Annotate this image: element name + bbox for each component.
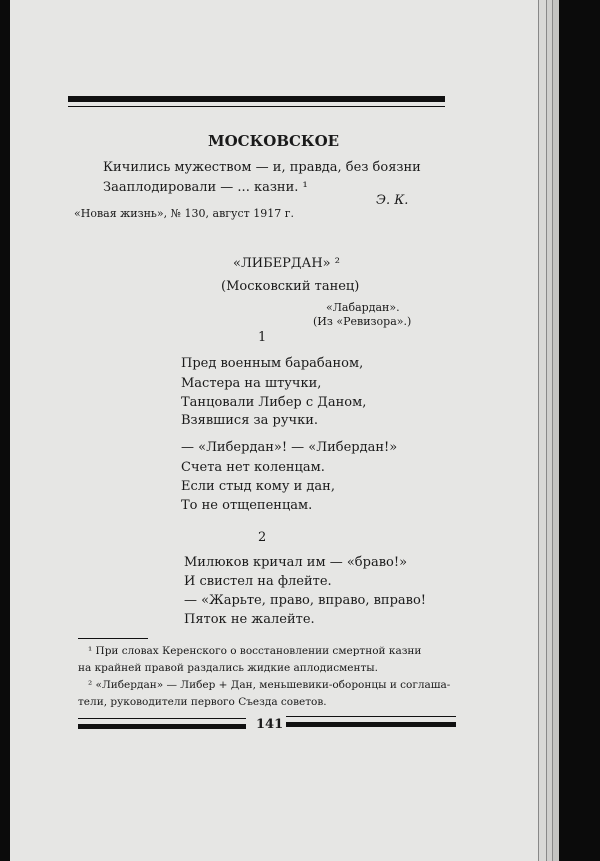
- signature: Э. К.: [376, 193, 409, 208]
- poem-line: Милюков кричал им — «браво!»: [184, 555, 408, 570]
- bottom-rule-thick: [286, 722, 456, 727]
- top-rule-thin: [68, 106, 445, 107]
- bottom-rule-thick: [78, 724, 246, 729]
- poem-subtitle: (Московский танец): [221, 279, 360, 294]
- section-number: 1: [258, 330, 267, 345]
- bottom-rule-thin: [78, 718, 246, 719]
- poem-line: Мастера на штучки,: [181, 376, 322, 391]
- page-edge: [552, 0, 559, 861]
- poem-line: Счета нет коленцам.: [181, 460, 325, 475]
- footnote-rule: [78, 638, 148, 639]
- poem-line: Взявшися за ручки.: [181, 413, 318, 428]
- poem-line: — «Жарьте, право, вправо, вправо!: [184, 593, 427, 608]
- poem-line: — «Либердан»! — «Либердан!»: [181, 440, 398, 455]
- poem-title: МОСКОВСКОЕ: [208, 132, 340, 150]
- poem-line: Пяток не жалейте.: [184, 612, 315, 627]
- bottom-rule-thin: [286, 716, 456, 717]
- footnote: ¹ При словах Керенского о восстановлении смертной казни: [88, 645, 422, 657]
- source-citation: «Новая жизнь», № 130, август 1917 г.: [74, 207, 294, 220]
- poem-line: Кичились мужеством — и, правда, без боязни: [103, 160, 421, 175]
- epigraph: «Лабардан».: [326, 301, 400, 314]
- poem-line: Зааплодировали — ... казни. ¹: [103, 180, 308, 195]
- poem-title: «ЛИБЕРДАН» ²: [233, 256, 340, 271]
- footnote: на крайней правой раздались жидкие аплодисменты.: [78, 662, 378, 674]
- page-number: 141: [256, 717, 284, 732]
- section-number: 2: [258, 530, 267, 545]
- epigraph-source: (Из «Ревизора».): [313, 315, 412, 328]
- poem-line: Танцовали Либер с Даном,: [181, 395, 367, 410]
- poem-line: Если стыд кому и дан,: [181, 479, 335, 494]
- poem-line: Пред военным барабаном,: [181, 356, 364, 371]
- top-rule-thick: [68, 96, 445, 102]
- poem-line: То не отщепенцам.: [181, 498, 313, 513]
- footnote: ² «Либердан» — Либер + Дан, меньшевики-оборонцы и соглаша-: [88, 679, 451, 691]
- footnote: тели, руководители первого Съезда советов.: [78, 696, 327, 708]
- poem-line: И свистел на флейте.: [184, 574, 332, 589]
